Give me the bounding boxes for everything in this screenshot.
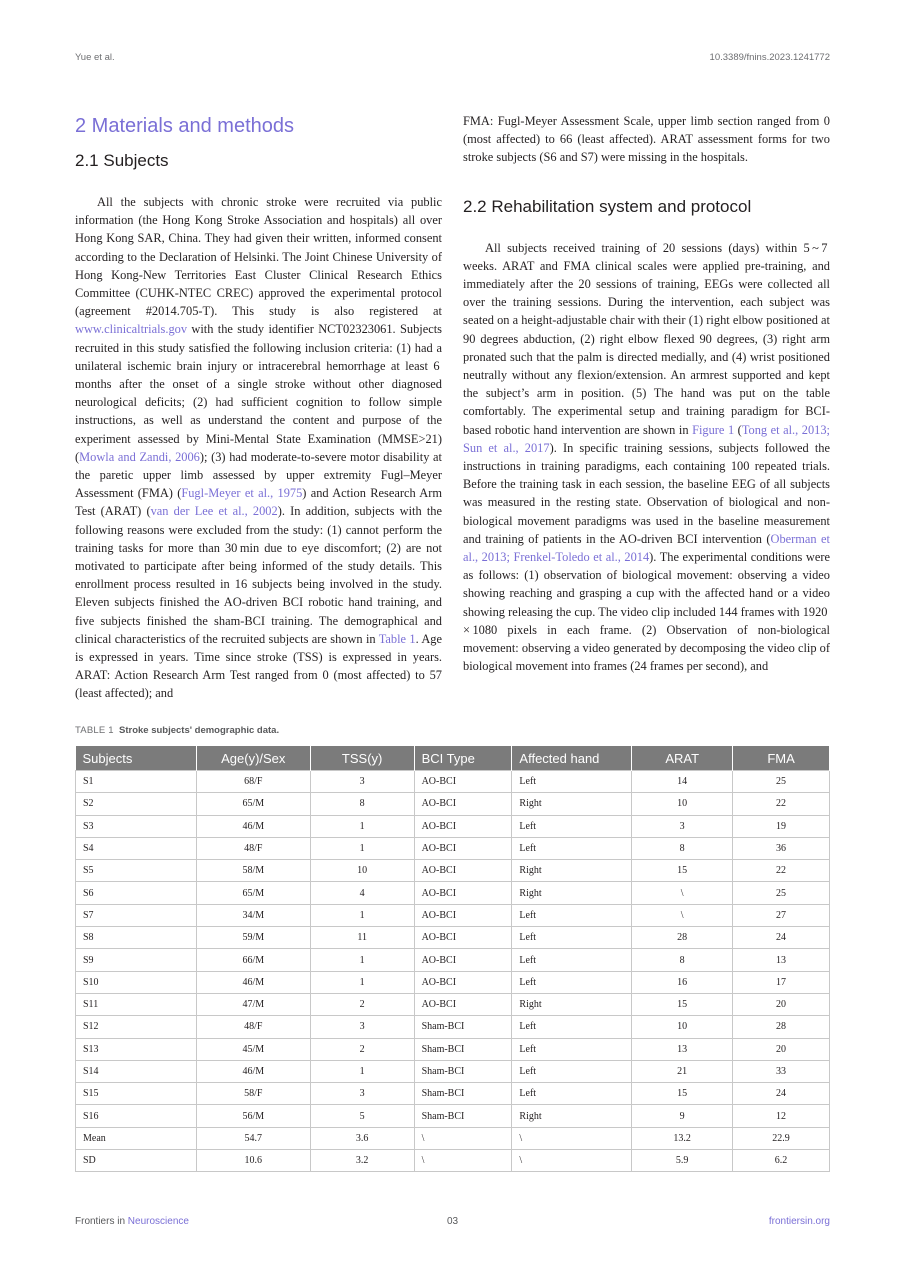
table-row [76,927,830,949]
cell-subject: S6 [76,882,197,904]
cell-age-sex: 58/F [196,1083,310,1105]
cell-age-sex: 65/M [196,793,310,815]
cell-fma: 17 [733,971,830,993]
cell-affected-hand: Left [512,904,632,926]
cell-fma: 27 [733,904,830,926]
cell-tss: 1 [310,949,414,971]
cell-affected-hand: Left [512,815,632,837]
cell-subject: SD [76,1150,197,1172]
cell-subject: S15 [76,1083,197,1105]
cell-affected-hand: Left [512,1060,632,1082]
cell-bci-type: Sham-BCI [414,1060,512,1082]
text-run: with the study identifier NCT02323061. Subjects recruited in this study satisfied the following inclusion criteria: (1) had a unilateral ischemic brain injury or intracerebral hemorrhage at least 6 months after the onset of a single stroke without other diagnosed neurological deficits; (2) had sufficient cognition to follow simple instructions, as well as understand the content and purpose of the experiment assessed by Mini-Mental State Examination (MMSE>21) ( [75,322,442,464]
cell-fma: 12 [733,1105,830,1127]
table-body [76,771,830,1172]
table-title: Stroke subjects' demographic data. [119,725,280,736]
cell-fma: 25 [733,771,830,793]
cell-age-sex: 47/M [196,993,310,1015]
cell-age-sex: 48/F [196,837,310,859]
cell-arat: 16 [632,971,733,993]
cell-bci-type: AO-BCI [414,993,512,1015]
cell-bci-type: AO-BCI [414,949,512,971]
cell-age-sex: 10.6 [196,1150,310,1172]
text-run: ). In specific training sessions, subjects followed the instructions in training paradigms, each containing 100 repeated trials. Before the training task in each session, the baseline EEG of all subjects was measured in the resting state. Observation of biological and non-biological movement paradigms was used in the baseline measurement and training of patients in the AO-driven BCI intervention ( [463,440,830,546]
text-run: ). In addition, subjects with the following reasons were excluded from the study: (1) cannot perform the training tasks for more than 30 min due to eye discomfort; (2) are not motivated to participate after being informed of the study details. This enrollment process resulted in 16 subjects being involved in the study. Eleven subjects finished the AO-driven BCI robotic hand training, and five subjects finished the sham-BCI training. The demographical and clinical characteristics of the recruited subjects are shown in [75,504,442,646]
running-header-authors: Yue et al. [75,52,115,63]
cell-subject: S7 [76,904,197,926]
cell-age-sex: 66/M [196,949,310,971]
cell-subject: S12 [76,1016,197,1038]
clinicaltrials-link[interactable]: www.clinicaltrials.gov [75,322,188,337]
column-header-tss: TSS(y) [310,746,414,771]
cell-arat: 14 [632,771,733,793]
cell-age-sex: 68/F [196,771,310,793]
cell-fma: 33 [733,1060,830,1082]
cell-bci-type: AO-BCI [414,815,512,837]
cell-affected-hand: Right [512,993,632,1015]
table-row [76,1105,830,1127]
cell-affected-hand: Left [512,1083,632,1105]
cell-tss: 4 [310,882,414,904]
cell-affected-hand: Left [512,949,632,971]
cell-age-sex: 46/M [196,971,310,993]
section-title: 2 Materials and methods [75,115,295,137]
cell-subject: Mean [76,1127,197,1149]
cell-arat: 10 [632,793,733,815]
cell-bci-type: AO-BCI [414,971,512,993]
cell-tss: 3.2 [310,1150,414,1172]
cell-subject: S2 [76,793,197,815]
cell-bci-type: AO-BCI [414,904,512,926]
cell-arat: 13 [632,1038,733,1060]
cell-tss: 1 [310,971,414,993]
table-row [76,1083,830,1105]
column-header-affected-hand: Affected hand [512,746,632,771]
cell-bci-type: AO-BCI [414,860,512,882]
journal-prefix: Frontiers in [75,1216,128,1227]
subsection-title-subjects: 2.1 Subjects [75,151,169,170]
cell-bci-type: AO-BCI [414,882,512,904]
cell-tss: 11 [310,927,414,949]
cell-tss: 1 [310,815,414,837]
cell-arat: 9 [632,1105,733,1127]
fma-paragraph: FMA: Fugl-Meyer Assessment Scale, upper limb section ranged from 0 (most affected) to 66 (least affected). ARAT assessment forms for two stroke subjects (S6 and S7) were missing in the hospitals. [463,114,830,165]
journal-name: Neuroscience [127,1216,189,1227]
cell-tss: 3 [310,1016,414,1038]
cell-bci-type: \ [414,1150,512,1172]
cell-tss: 3.6 [310,1127,414,1149]
cell-subject: S1 [76,771,197,793]
cell-affected-hand: Left [512,771,632,793]
cell-tss: 2 [310,1038,414,1060]
column-header-age-sex: Age(y)/Sex [196,746,310,771]
text-run: ). The experimental conditions were as follows: (1) observation of biological movement: observing a video showing reaching and grasping a cup with the affected hand or a video showing releasing the cup. The video clip included 144 frames with 1920 × 1080 pixels in each frame. (2) Observation of non-biological movement: observing a video generated by decomposing the video clip of biological movement into frames (24 frames per second), and [463,550,830,674]
table-caption [75,725,279,736]
cell-subject: S3 [76,815,197,837]
cell-tss: 3 [310,1083,414,1105]
cell-arat: 13.2 [632,1127,733,1149]
cell-bci-type: Sham-BCI [414,1038,512,1060]
cell-bci-type: Sham-BCI [414,1105,512,1127]
table-row [76,771,830,793]
cell-age-sex: 45/M [196,1038,310,1060]
cell-bci-type: Sham-BCI [414,1083,512,1105]
cell-fma: 20 [733,993,830,1015]
citation-link[interactable]: Oberman et al., 2013; Frenkel-Toledo et al., 2014 [463,531,830,565]
cell-age-sex: 34/M [196,904,310,926]
cell-fma: 24 [733,927,830,949]
column-header-subject: Subjects [76,746,197,771]
cell-arat: 21 [632,1060,733,1082]
running-header-doi: 10.3389/fnins.2023.1241772 [709,52,830,63]
cell-affected-hand: Right [512,793,632,815]
cell-arat: 15 [632,1083,733,1105]
cell-bci-type: AO-BCI [414,793,512,815]
left-column [75,112,442,703]
cell-age-sex: 65/M [196,882,310,904]
text-run: ) and Action Research Arm Test (ARAT) ( [75,486,442,519]
text-run: All subjects received training of 20 sessions (days) within 5 ~ 7 weeks. ARAT and FMA clinical scales were applied pre-training, and immediately after the 20 sessions of training, EEGs were collected all over the training sessions. During the intervention, each subject was seated on a height-adjustable chair with their (1) right elbow positioned at 90 degrees abduction, (2) right elbow flexed 90 degrees, (3) right arm pronated such that the palm is directed medially, and (4) wrist positioned neutrally without any flexion/extension. An armrest supported and kept the subject’s arm in position. (5) The hand was put on the table comfortably. The experimental setup and training paradigm for BCI-based robotic hand intervention are shown in [463,240,830,437]
cell-bci-type: \ [414,1127,512,1149]
citation-link[interactable]: Mowla and Zandi, 2006 [79,449,200,464]
text-run: ); (3) had moderate-to-severe motor disability at the paretic upper limb assessed by upper extremity Fugl–Meyer Assessment (FMA) ( [75,449,442,501]
table-row [76,1150,830,1172]
text-run: ( [734,422,742,437]
cell-fma: 22 [733,793,830,815]
cell-fma: 25 [733,882,830,904]
cell-tss: 2 [310,993,414,1015]
cell-age-sex: 46/M [196,1060,310,1082]
table-row [76,1127,830,1149]
column-header-arat: ARAT [632,746,733,771]
cell-subject: S5 [76,860,197,882]
page-number: 03 [446,1216,459,1227]
cell-tss: 3 [310,771,414,793]
table-link[interactable]: Table 1 [378,631,416,646]
protocol-paragraph [463,239,830,676]
cell-tss: 1 [310,837,414,859]
cell-age-sex: 48/F [196,1016,310,1038]
cell-fma: 22 [733,860,830,882]
citation-link[interactable]: van der Lee et al., 2002 [150,504,278,519]
cell-arat: 5.9 [632,1150,733,1172]
demographics-table [75,746,830,1172]
citation-link[interactable]: Fugl-Meyer et al., 1975 [181,486,303,501]
cell-fma: 20 [733,1038,830,1060]
right-column [463,112,830,675]
column-header-bci-type: BCI Type [414,746,512,771]
cell-subject: S13 [76,1038,197,1060]
cell-affected-hand: Left [512,1038,632,1060]
cell-age-sex: 58/M [196,860,310,882]
cell-fma: 28 [733,1016,830,1038]
text-run: . Age is expressed in years. Time since stroke (TSS) is expressed in years. ARAT: Action Research Arm Test ranged from 0 (most affected) to 57 (least affected); and [75,631,442,701]
table-row [76,949,830,971]
cell-age-sex: 54.7 [196,1127,310,1149]
table-row [76,1016,830,1038]
cell-tss: 1 [310,904,414,926]
table-row [76,971,830,993]
table-row [76,904,830,926]
table-row [76,993,830,1015]
cell-arat: \ [632,904,733,926]
table-row [76,815,830,837]
cell-arat: 8 [632,949,733,971]
cell-subject: S9 [76,949,197,971]
cell-subject: S14 [76,1060,197,1082]
cell-arat: 8 [632,837,733,859]
cell-tss: 5 [310,1105,414,1127]
cell-fma: 24 [733,1083,830,1105]
cell-bci-type: AO-BCI [414,771,512,793]
cell-subject: S11 [76,993,197,1015]
cell-arat: \ [632,882,733,904]
table-row [76,882,830,904]
cell-tss: 10 [310,860,414,882]
cell-bci-type: AO-BCI [414,837,512,859]
cell-bci-type: AO-BCI [414,927,512,949]
cell-affected-hand: Right [512,1105,632,1127]
cell-affected-hand: Right [512,882,632,904]
text-run: All the subjects with chronic stroke were recruited via public information (the Hong Kong Stroke Association and hospitals) all over Hong Kong SAR, China. They had given their written, informed consent according to the Declaration of Helsinki. The Joint Chinese University of Hong Kong-New Territories East Cluster Clinical Research Ethics Committee (CUHK-NTEC CREC) approved the experimental protocol (agreement #2014.705-T). This study is also registered at [75,195,442,319]
cell-age-sex: 46/M [196,815,310,837]
cell-subject: S8 [76,927,197,949]
cell-age-sex: 59/M [196,927,310,949]
table-row [76,1060,830,1082]
footer-site-link[interactable]: frontiersin.org [768,1216,830,1227]
table-row [76,837,830,859]
cell-tss: 1 [310,1060,414,1082]
citation-link[interactable]: Tong et al., 2013; Sun et al., 2017 [463,422,830,455]
table-header [76,746,830,771]
cell-fma: 13 [733,949,830,971]
cell-affected-hand: Right [512,860,632,882]
cell-subject: S10 [76,971,197,993]
table-header-row [76,746,830,771]
table-row [76,793,830,815]
table-label: TABLE 1 [75,725,114,736]
cell-affected-hand: Left [512,837,632,859]
cell-fma: 36 [733,837,830,859]
cell-age-sex: 56/M [196,1105,310,1127]
cell-arat: 15 [632,993,733,1015]
cell-fma: 6.2 [733,1150,830,1172]
cell-affected-hand: Left [512,1016,632,1038]
cell-arat: 28 [632,927,733,949]
cell-subject: S16 [76,1105,197,1127]
subjects-paragraph [75,193,442,703]
subsection-title-protocol: 2.2 Rehabilitation system and protocol [463,196,752,216]
cell-arat: 3 [632,815,733,837]
table-row [76,860,830,882]
cell-affected-hand: Left [512,971,632,993]
cell-arat: 10 [632,1016,733,1038]
cell-arat: 15 [632,860,733,882]
cell-fma: 22.9 [733,1127,830,1149]
cell-fma: 19 [733,815,830,837]
cell-affected-hand: \ [512,1127,632,1149]
table-row [76,1038,830,1060]
cell-subject: S4 [76,837,197,859]
cell-tss: 8 [310,793,414,815]
column-header-fma: FMA [733,746,830,771]
cell-bci-type: Sham-BCI [414,1016,512,1038]
figure-link[interactable]: Figure 1 [692,422,735,437]
cell-affected-hand: \ [512,1150,632,1172]
cell-affected-hand: Left [512,927,632,949]
